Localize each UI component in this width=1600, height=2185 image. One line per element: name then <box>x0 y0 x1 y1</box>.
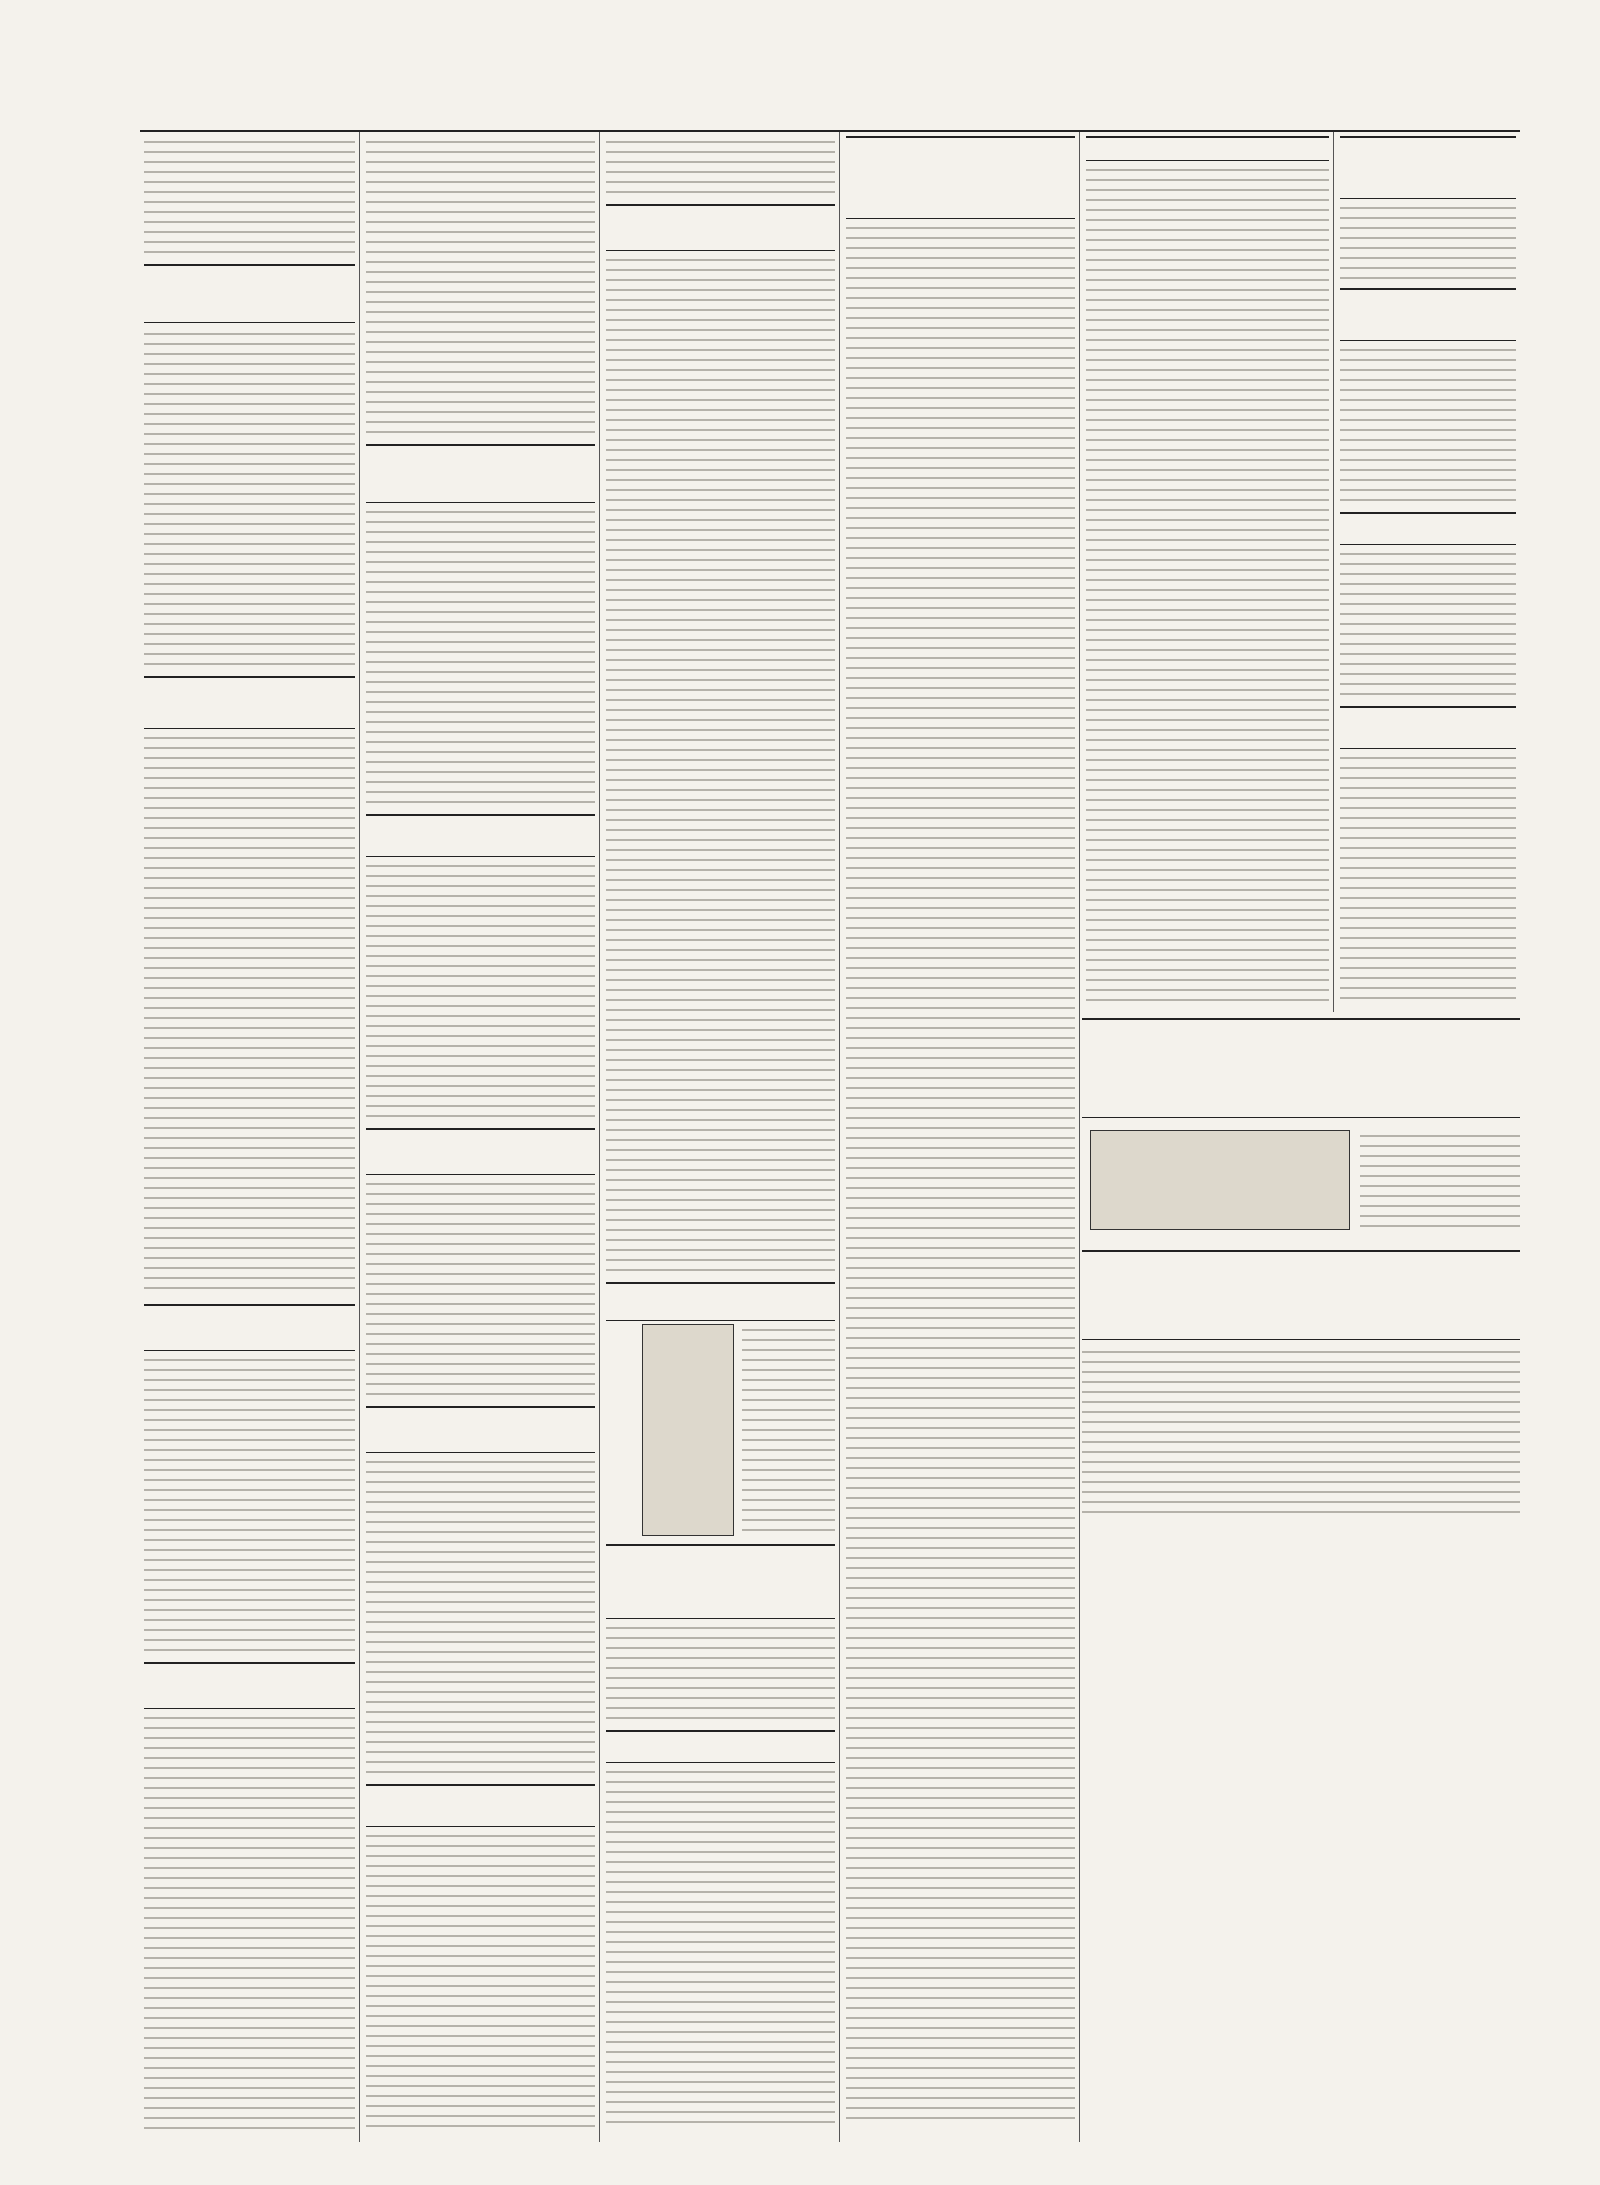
article-text <box>606 136 835 196</box>
article-text <box>366 1830 595 2130</box>
article-text <box>1086 164 1329 1004</box>
advertisement-text <box>742 1324 835 1534</box>
headline <box>606 204 835 251</box>
headline <box>606 1544 835 1619</box>
advertisement-heading <box>1340 136 1516 199</box>
article-text <box>144 328 355 668</box>
article-text <box>144 732 355 1292</box>
headline <box>366 444 595 503</box>
column-2 <box>362 132 600 2142</box>
advertisement-heading <box>1340 512 1516 545</box>
advertisement-text <box>1082 1346 1520 1516</box>
headline <box>846 136 1075 219</box>
headline <box>144 264 355 323</box>
headline <box>144 676 355 729</box>
article-text <box>606 1766 835 2126</box>
headline <box>1086 136 1329 161</box>
newspaper-name <box>780 102 880 126</box>
headline <box>606 1730 835 1763</box>
advertisement-heading <box>1082 1018 1520 1118</box>
article-text <box>846 222 1075 2122</box>
headline <box>144 1304 355 1351</box>
article-text <box>366 1456 595 1776</box>
advertisement-text <box>1340 752 1516 1002</box>
article-text <box>144 1712 355 2132</box>
headline <box>366 814 595 857</box>
column-6 <box>1336 132 1520 1012</box>
column-4 <box>842 132 1080 2142</box>
advertisement-heading <box>1340 706 1516 749</box>
advertisement-text <box>1340 202 1516 282</box>
advertisement-text <box>1340 548 1516 698</box>
article-text <box>366 860 595 1120</box>
bicycle-illustration <box>1090 1130 1350 1230</box>
masthead <box>140 108 1520 132</box>
article-text <box>606 254 835 1274</box>
headline <box>366 1406 595 1453</box>
article-text <box>144 136 355 256</box>
column-3 <box>602 132 840 2142</box>
article-text <box>144 1354 355 1654</box>
article-text <box>366 1178 595 1398</box>
column-1 <box>140 132 360 2142</box>
advertisement-heading <box>1082 1250 1520 1340</box>
heater-illustration <box>642 1324 734 1536</box>
headline <box>144 1662 355 1709</box>
article-text <box>366 136 595 436</box>
article-text <box>366 506 595 806</box>
article-text <box>606 1622 835 1722</box>
advertisement-text <box>1340 344 1516 504</box>
advertisement-heading <box>1340 288 1516 341</box>
headline <box>606 1282 835 1321</box>
column-5 <box>1082 132 1334 1012</box>
headline <box>366 1128 595 1175</box>
advertisement-text <box>1360 1130 1520 1230</box>
headline <box>366 1784 595 1827</box>
